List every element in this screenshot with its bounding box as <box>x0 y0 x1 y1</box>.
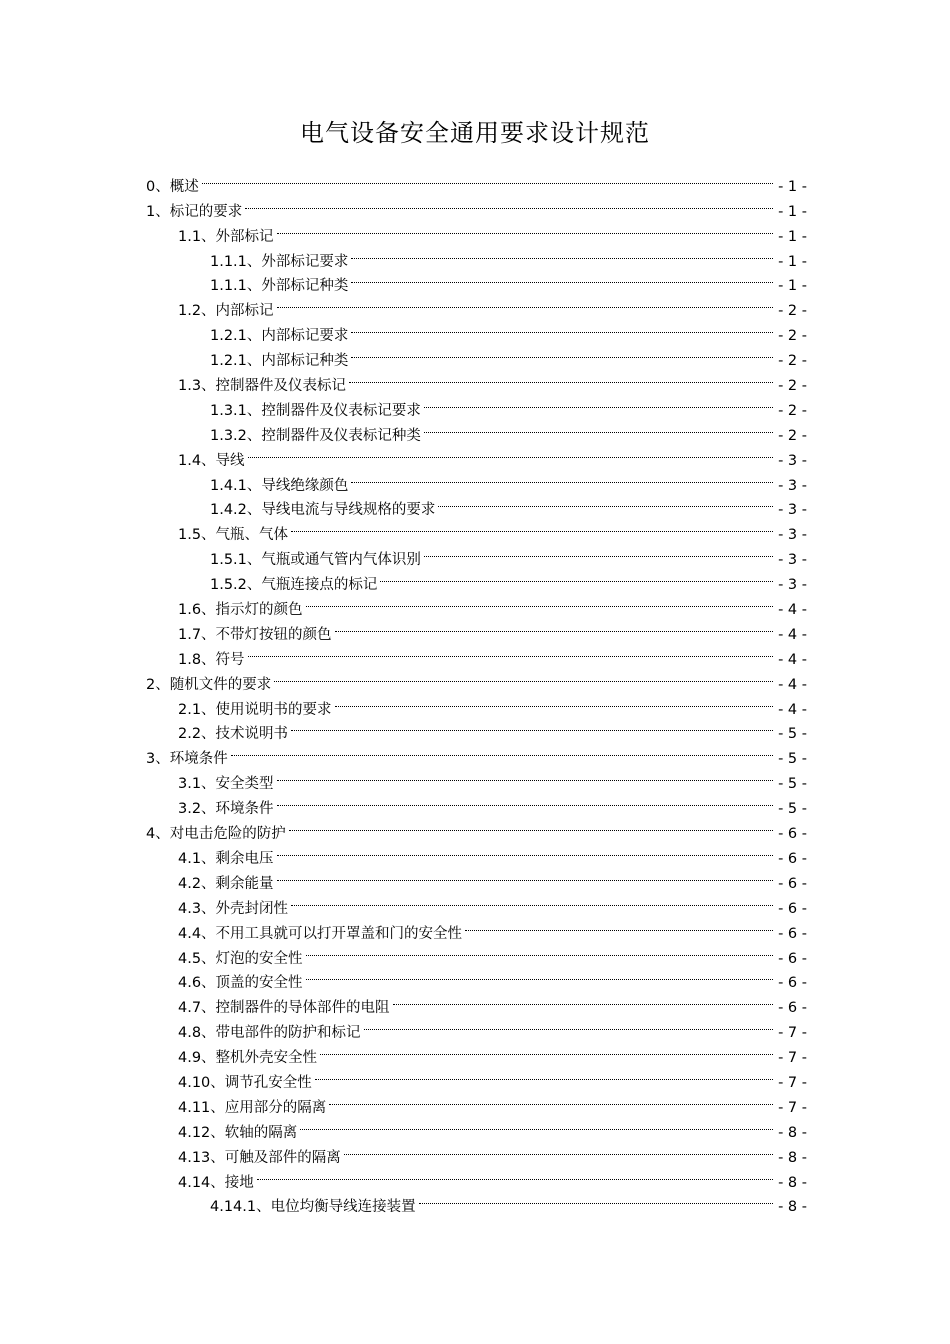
toc-entry-label: 1.3、控制器件及仪表标记 <box>178 378 347 395</box>
toc-dot-leader <box>257 1162 773 1187</box>
toc-entry-page-number: - 4 - <box>778 651 807 668</box>
toc-dot-leader <box>277 216 773 241</box>
toc-dot-leader <box>277 290 773 315</box>
toc-entry-page-number: - 4 - <box>778 701 807 718</box>
toc-dot-leader <box>320 1037 773 1062</box>
toc-entry-label: 2.2、技术说明书 <box>178 726 289 743</box>
toc-entry[interactable] <box>146 390 807 419</box>
toc-entry-page-number: - 2 - <box>778 328 807 345</box>
toc-dot-leader <box>351 465 773 490</box>
toc-entry-page-number: - 6 - <box>778 925 807 942</box>
toc-entry-page-number: - 5 - <box>778 776 807 793</box>
toc-entry-label: 1.4.1、导线绝缘颜色 <box>210 477 349 494</box>
toc-entry-label: 1.2.1、内部标记要求 <box>210 328 349 345</box>
toc-entry-label: 1.1.1、外部标记种类 <box>210 278 349 295</box>
toc-entry-page-number: - 3 - <box>778 502 807 519</box>
toc-entry[interactable] <box>146 290 807 320</box>
toc-entry-page-number: - 6 - <box>778 975 807 992</box>
toc-entry-label: 4.10、调节孔安全性 <box>178 1074 312 1091</box>
toc-entry-label: 4.8、带电部件的防护和标记 <box>178 1025 361 1042</box>
toc-entry-label: 4.4、不用工具就可以打开罩盖和门的安全性 <box>178 925 463 942</box>
toc-dot-leader <box>329 1087 773 1112</box>
toc-dot-leader <box>424 390 773 415</box>
toc-dot-leader <box>380 564 773 589</box>
toc-entry[interactable] <box>146 589 807 619</box>
toc-entry-label: 4.5、灯泡的安全性 <box>178 950 303 967</box>
toc-entry-page-number: - 3 - <box>778 552 807 569</box>
toc-entry-page-number: - 3 - <box>778 477 807 494</box>
toc-dot-leader <box>306 938 773 963</box>
toc-entry-label: 1.6、指示灯的颜色 <box>178 602 303 619</box>
toc-entry[interactable] <box>146 490 807 519</box>
toc-dot-leader <box>277 863 773 888</box>
toc-dot-leader <box>335 614 773 639</box>
toc-entry-page-number: - 5 - <box>778 801 807 818</box>
toc-entry-page-number: - 1 - <box>778 228 807 245</box>
toc-entry[interactable] <box>146 539 807 569</box>
toc-entry-page-number: - 7 - <box>778 1025 807 1042</box>
document-title: 电气设备安全通用要求设计规范 <box>300 119 650 147</box>
toc-entry-page-number: - 6 - <box>778 950 807 967</box>
toc-entry[interactable] <box>146 315 807 345</box>
toc-entry-page-number: - 2 - <box>778 353 807 370</box>
toc-dot-leader <box>424 415 773 440</box>
toc-entry[interactable] <box>146 191 807 220</box>
toc-entry-page-number: - 1 - <box>778 203 807 220</box>
toc-dot-leader <box>277 763 773 788</box>
toc-entry-label: 1.4、导线 <box>178 452 245 469</box>
toc-entry[interactable] <box>146 166 807 195</box>
toc-entry-page-number: - 4 - <box>778 676 807 693</box>
toc-entry[interactable] <box>146 664 807 693</box>
toc-entry-page-number: - 5 - <box>778 726 807 743</box>
toc-dot-leader <box>289 813 773 838</box>
toc-entry[interactable] <box>146 465 807 494</box>
toc-entry-page-number: - 6 - <box>778 1000 807 1017</box>
toc-entry-page-number: - 6 - <box>778 850 807 867</box>
toc-entry-label: 1.7、不带灯按钮的颜色 <box>178 626 332 643</box>
toc-entry-label: 3.2、环境条件 <box>178 801 274 818</box>
toc-dot-leader <box>315 1062 773 1087</box>
toc-entry[interactable] <box>146 514 807 544</box>
toc-entry-label: 4.7、控制器件的导体部件的电阻 <box>178 1000 390 1017</box>
toc-dot-leader <box>231 738 773 763</box>
toc-entry-page-number: - 2 - <box>778 402 807 419</box>
toc-dot-leader <box>300 1112 773 1137</box>
toc-entry[interactable] <box>146 440 807 469</box>
toc-dot-leader <box>364 1012 773 1037</box>
toc-entry-label: 1.4.2、导线电流与导线规格的要求 <box>210 502 436 519</box>
toc-dot-leader <box>202 166 773 191</box>
toc-entry[interactable] <box>146 639 807 668</box>
toc-entry[interactable] <box>146 738 807 768</box>
toc-dot-leader <box>351 266 773 291</box>
toc-dot-leader <box>274 664 773 689</box>
toc-entry-label: 4.12、软轴的隔离 <box>178 1124 298 1141</box>
toc-entry-label: 1.3.1、控制器件及仪表标记要求 <box>210 402 421 419</box>
toc-entry-label: 4.13、可触及部件的隔离 <box>178 1149 341 1166</box>
toc-entry-page-number: - 8 - <box>778 1199 807 1216</box>
toc-entry[interactable] <box>146 365 807 395</box>
toc-entry[interactable] <box>146 1062 807 1091</box>
toc-entry-page-number: - 3 - <box>778 452 807 469</box>
toc-entry[interactable] <box>146 963 807 992</box>
toc-entry[interactable] <box>146 1012 807 1042</box>
toc-entry-label: 4.2、剩余能量 <box>178 875 274 892</box>
toc-entry-label: 1、标记的要求 <box>146 203 243 220</box>
table-of-contents <box>146 166 807 1216</box>
toc-entry-label: 1.2、内部标记 <box>178 303 274 320</box>
toc-entry-label: 1.3.2、控制器件及仪表标记种类 <box>210 427 421 444</box>
toc-entry[interactable] <box>146 1162 807 1191</box>
toc-entry-page-number: - 7 - <box>778 1050 807 1067</box>
toc-entry[interactable] <box>146 763 807 793</box>
toc-entry[interactable] <box>146 913 807 942</box>
toc-entry[interactable] <box>146 938 807 967</box>
toc-entry-page-number: - 4 - <box>778 602 807 619</box>
toc-dot-leader <box>291 888 773 913</box>
toc-entry-page-number: - 2 - <box>778 378 807 395</box>
toc-entry-label: 4、对电击危险的防护 <box>146 826 286 843</box>
toc-entry-label: 4.14.1、电位均衡导线连接装置 <box>210 1199 416 1216</box>
toc-entry[interactable] <box>146 1112 807 1141</box>
toc-entry-label: 1.1.1、外部标记要求 <box>210 253 349 270</box>
toc-dot-leader <box>306 963 773 988</box>
toc-entry-page-number: - 8 - <box>778 1124 807 1141</box>
toc-entry[interactable] <box>146 987 807 1017</box>
toc-entry-label: 1.8、符号 <box>178 651 245 668</box>
toc-entry-label: 3.1、安全类型 <box>178 776 274 793</box>
toc-entry-page-number: - 1 - <box>778 278 807 295</box>
toc-dot-leader <box>393 987 773 1012</box>
toc-entry-page-number: - 1 - <box>778 253 807 270</box>
toc-entry-label: 4.14、接地 <box>178 1174 254 1191</box>
toc-entry-label: 4.6、顶盖的安全性 <box>178 975 303 992</box>
toc-entry-page-number: - 3 - <box>778 527 807 544</box>
toc-dot-leader <box>248 639 773 664</box>
toc-entry-page-number: - 7 - <box>778 1074 807 1091</box>
toc-entry-page-number: - 5 - <box>778 751 807 768</box>
toc-entry[interactable] <box>146 1187 807 1216</box>
toc-dot-leader <box>419 1187 773 1212</box>
toc-entry[interactable] <box>146 888 807 917</box>
toc-entry-label: 1.1、外部标记 <box>178 228 274 245</box>
toc-dot-leader <box>291 514 773 539</box>
toc-entry-page-number: - 4 - <box>778 626 807 643</box>
toc-dot-leader <box>277 838 773 863</box>
toc-entry[interactable] <box>146 788 807 818</box>
toc-dot-leader <box>245 191 773 216</box>
toc-dot-leader <box>277 788 773 813</box>
toc-dot-leader <box>351 241 773 266</box>
toc-entry[interactable] <box>146 1137 807 1166</box>
toc-entry[interactable] <box>146 241 807 270</box>
toc-entry-label: 4.1、剩余电压 <box>178 850 274 867</box>
toc-dot-leader <box>306 589 773 614</box>
toc-dot-leader <box>438 490 773 515</box>
toc-entry-page-number: - 6 - <box>778 826 807 843</box>
toc-dot-leader <box>351 340 773 365</box>
toc-entry[interactable] <box>146 415 807 444</box>
toc-entry-label: 4.9、整机外壳安全性 <box>178 1050 318 1067</box>
toc-dot-leader <box>335 689 773 714</box>
toc-entry-page-number: - 2 - <box>778 427 807 444</box>
toc-entry[interactable] <box>146 1087 807 1116</box>
toc-entry-label: 1.5、气瓶、气体 <box>178 527 289 544</box>
toc-entry-page-number: - 7 - <box>778 1099 807 1116</box>
toc-dot-leader <box>349 365 773 390</box>
toc-entry-label: 4.3、外壳封闭性 <box>178 900 289 917</box>
toc-entry-label: 4.11、应用部分的隔离 <box>178 1099 327 1116</box>
toc-dot-leader <box>465 913 773 938</box>
toc-entry-page-number: - 6 - <box>778 900 807 917</box>
toc-entry-label: 2、随机文件的要求 <box>146 676 272 693</box>
toc-dot-leader <box>344 1137 773 1162</box>
toc-entry[interactable] <box>146 564 807 594</box>
toc-entry-page-number: - 6 - <box>778 875 807 892</box>
toc-entry[interactable] <box>146 863 807 892</box>
toc-entry[interactable] <box>146 714 807 743</box>
toc-dot-leader <box>424 539 773 564</box>
toc-dot-leader <box>351 315 773 340</box>
toc-entry[interactable] <box>146 689 807 718</box>
toc-entry-label: 0、概述 <box>146 178 199 195</box>
toc-dot-leader <box>291 714 773 739</box>
toc-entry[interactable] <box>146 813 807 843</box>
toc-entry[interactable] <box>146 216 807 245</box>
toc-entry[interactable] <box>146 614 807 643</box>
toc-entry-label: 1.5.2、气瓶连接点的标记 <box>210 577 378 594</box>
toc-entry-page-number: - 1 - <box>778 178 807 195</box>
toc-entry-page-number: - 2 - <box>778 303 807 320</box>
toc-entry-page-number: - 8 - <box>778 1174 807 1191</box>
toc-entry-page-number: - 3 - <box>778 577 807 594</box>
toc-entry-page-number: - 8 - <box>778 1149 807 1166</box>
toc-entry[interactable] <box>146 838 807 867</box>
toc-entry-label: 3、环境条件 <box>146 751 228 768</box>
toc-entry-label: 1.5.1、气瓶或通气管内气体识别 <box>210 552 421 569</box>
toc-entry[interactable] <box>146 1037 807 1067</box>
toc-entry-label: 2.1、使用说明书的要求 <box>178 701 332 718</box>
toc-entry[interactable] <box>146 266 807 295</box>
toc-entry[interactable] <box>146 340 807 370</box>
toc-entry-label: 1.2.1、内部标记种类 <box>210 353 349 370</box>
toc-dot-leader <box>248 440 773 465</box>
